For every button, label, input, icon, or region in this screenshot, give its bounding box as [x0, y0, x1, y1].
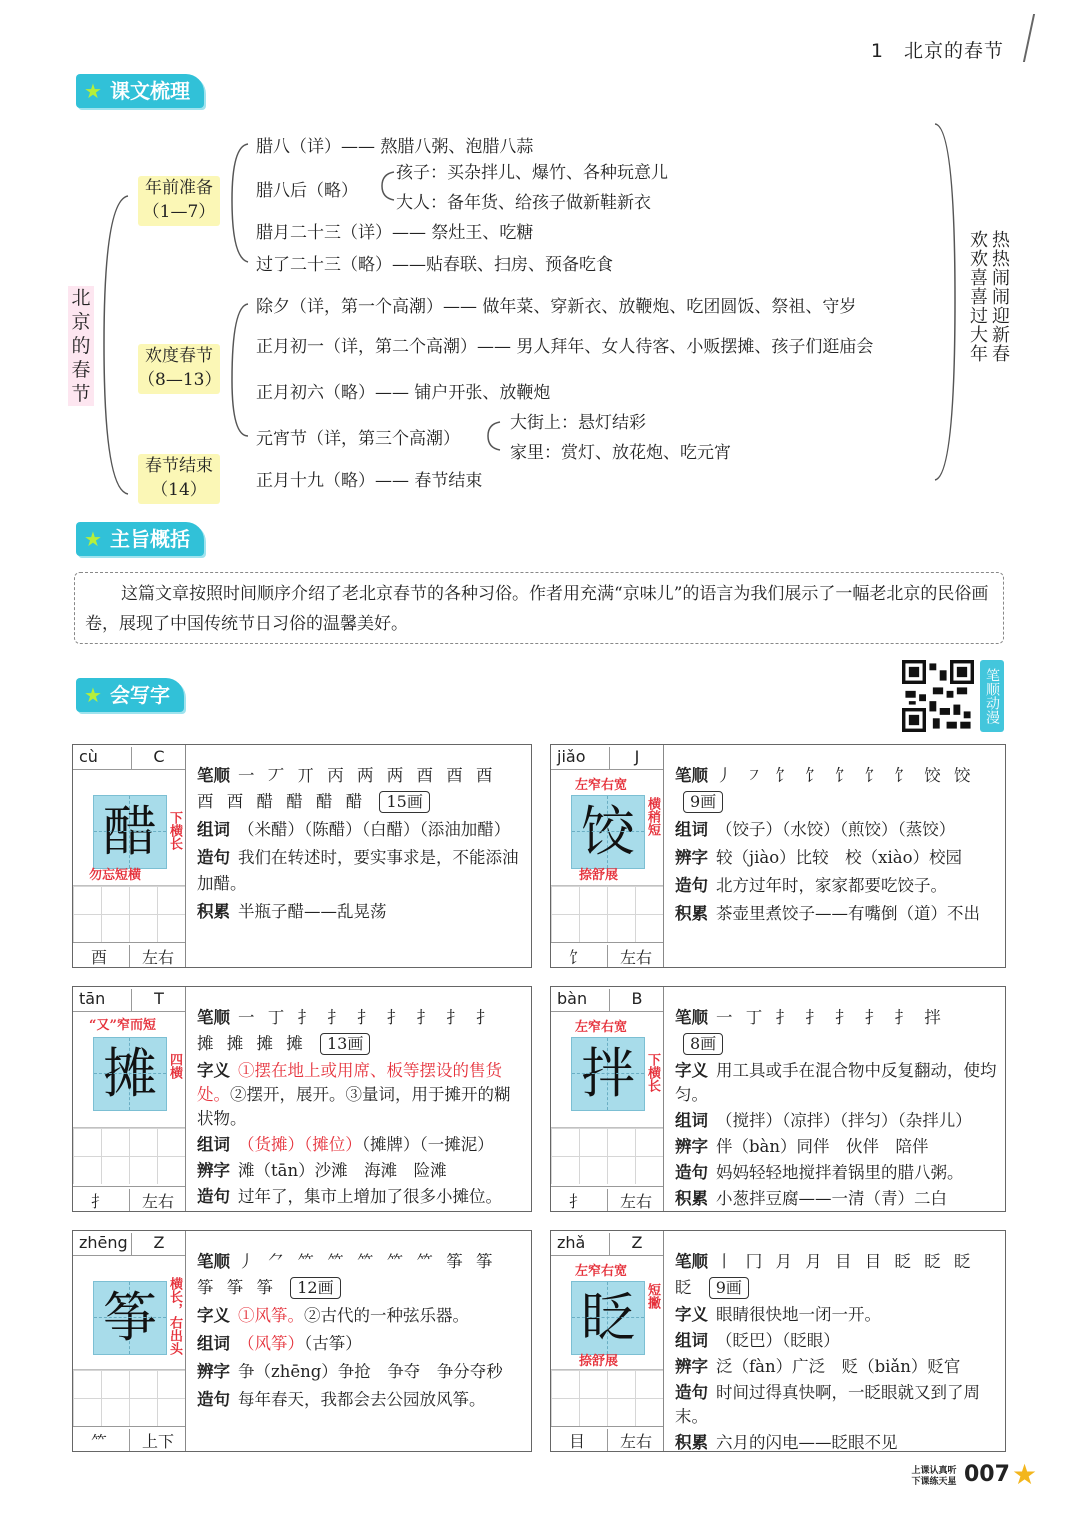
summary-box	[74, 572, 1004, 644]
star-icon: ★	[84, 527, 102, 551]
character: 摊	[103, 1042, 157, 1105]
stroke-order: 丿 ⺈ ⺮ ⺮ ⺮ ⺮ ⺮ 筝 筝 筝 筝 筝	[197, 1252, 497, 1297]
outline-item: 过了二十三（略）——贴春联、扫房、预备吃食	[256, 255, 613, 275]
writing-tip: 左窄右宽	[575, 778, 628, 793]
pinyin: zhēng	[79, 1233, 128, 1252]
section-banner-write	[76, 678, 184, 712]
sentence: 每年春天，我都会去公园放风筝。	[238, 1390, 486, 1409]
label-meaning: 字义	[197, 1306, 230, 1325]
outline-item: 正月初六（略）—— 铺户开张、放鞭炮	[256, 383, 551, 403]
radical: 目	[569, 1432, 586, 1451]
writing-tip: 捺舒展	[579, 868, 619, 883]
label-order: 笔顺	[675, 766, 708, 785]
pinyin: jiǎo	[557, 747, 586, 766]
sentence: 妈妈轻轻地搅拌着锅里的腊八粥。	[716, 1163, 964, 1182]
practice-grid[interactable]	[73, 1127, 185, 1184]
radical: 酉	[91, 948, 108, 967]
index-letter: Z	[131, 1233, 186, 1255]
writing-tip: 四横	[167, 1053, 182, 1079]
structure: 左右	[129, 1189, 186, 1211]
outline-conclusion-2: 热热闹闹迎新春	[989, 230, 1010, 363]
group1-brace	[232, 144, 248, 262]
char-grid	[571, 1281, 645, 1355]
index-letter: J	[609, 747, 664, 769]
char-left-panel	[73, 745, 186, 967]
section-title: 课文梳理	[110, 79, 190, 103]
label-sentence: 造句	[675, 1163, 708, 1182]
distinguish: 较（jiào）比较 校（xiào）校园	[716, 848, 963, 867]
stroke-order: 一 丁 扌 扌 扌 扌 扌 扌 扌 摊 摊 摊 摊	[197, 1008, 497, 1053]
char-card-tan	[72, 986, 532, 1212]
char-grid	[93, 1281, 167, 1355]
char-grid	[571, 795, 645, 869]
outline-subitem: 孩子：买杂拌儿、爆竹、各种玩意儿	[396, 163, 668, 183]
outline-subitem: 大街上：悬灯结彩	[510, 413, 646, 433]
stroke-order: 一 丁 扌 扌 扌 扌 扌 拌	[716, 1008, 945, 1027]
label-sentence: 造句	[197, 1187, 230, 1206]
stroke-count: 15画	[379, 791, 429, 813]
index-letter: T	[131, 989, 186, 1011]
label-distinguish: 辨字	[675, 1137, 708, 1156]
qr-code-icon[interactable]	[902, 660, 974, 732]
index-letter: B	[609, 989, 664, 1011]
label-accum: 积累	[675, 1433, 708, 1452]
index-letter: C	[131, 747, 186, 769]
sentence: 过年了，集市上增加了很多小摊位。	[238, 1187, 502, 1206]
writing-tip: 左窄右宽	[575, 1264, 628, 1279]
mascot-star-icon: ★	[1012, 1458, 1038, 1491]
words: （眨巴）（眨眼）	[716, 1331, 840, 1350]
char-info	[197, 1005, 523, 1211]
char-info	[675, 763, 997, 929]
group-title: 年前准备	[145, 178, 213, 198]
pinyin: cù	[79, 747, 98, 766]
page-number: 007	[964, 1462, 1010, 1487]
accumulation: 六月的闪电——眨眼不见	[716, 1433, 898, 1452]
outline-subitem: 大人：备年货、给孩子做新鞋新衣	[396, 193, 651, 213]
distinguish: 争（zhēng）争抢 争夺 争分夺秒	[238, 1362, 503, 1381]
chapter-title: 1 北京的春节	[870, 40, 1004, 62]
label-distinguish: 辨字	[197, 1362, 230, 1381]
meaning-highlight: ①摆在地上或用席、板等摆设的售货处。	[197, 1061, 502, 1104]
writing-tip: 捺舒展	[579, 1354, 619, 1369]
root-brace	[104, 196, 128, 494]
writing-tip: 下横长	[167, 811, 182, 850]
outline-item: 除夕（详，第一个高潮）—— 做年菜、穿新衣、放鞭炮、吃团圆饭、祭祖、守岁	[256, 297, 857, 317]
label-meaning: 字义	[197, 1061, 230, 1080]
footer-slogan: 上课认真听 下课练天星	[911, 1466, 957, 1487]
section-title: 主旨概括	[110, 527, 190, 551]
writing-tip: 左窄右宽	[575, 1020, 628, 1035]
stroke-order: 丿 ㇇ 饣 饣 饣 饣 饣 饺 饺	[716, 766, 975, 785]
char-info	[675, 1005, 997, 1213]
outline-root: 北京的春节	[68, 286, 94, 406]
label-words: 组词	[675, 1111, 708, 1130]
char-grid	[93, 795, 167, 869]
char-card-zheng	[72, 1230, 532, 1452]
label-order: 笔顺	[197, 766, 230, 785]
group-range: （8—13）	[138, 370, 222, 390]
character: 醋	[103, 800, 157, 863]
label-accum: 积累	[197, 902, 230, 921]
label-order: 笔顺	[197, 1008, 230, 1027]
laba-sub-brace	[382, 172, 394, 200]
distinguish: 滩（tān）沙滩 海滩 险滩	[238, 1161, 447, 1180]
label-words: 组词	[197, 1135, 230, 1154]
label-order: 笔顺	[675, 1252, 708, 1271]
writing-tip: 横稍短	[645, 797, 660, 836]
stroke-count: 9画	[683, 791, 723, 813]
sentence: 时间过得真快啊，一眨眼就又到了周末。	[675, 1383, 980, 1426]
writing-tip: “又”窄而短	[89, 1018, 156, 1033]
conclusion-brace	[935, 124, 955, 480]
accumulation: 小葱拌豆腐——一清（青）二白	[716, 1189, 947, 1208]
char-card-zha	[550, 1230, 1006, 1452]
outline-item: 元宵节（详，第三个高潮）	[256, 429, 460, 449]
meaning: 用工具或手在混合物中反复翻动，使均匀。	[675, 1061, 997, 1104]
char-grid	[93, 1037, 167, 1111]
stroke-count: 12画	[290, 1277, 340, 1299]
distinguish: 泛（fàn）广泛 贬（biǎn）贬官	[716, 1357, 961, 1376]
meaning-highlight: ①风筝。	[238, 1306, 304, 1325]
label-sentence: 造句	[197, 848, 230, 867]
pinyin: bàn	[557, 989, 588, 1008]
qr-label: 笔顺动漫	[980, 660, 1004, 732]
char-card-ban	[550, 986, 1006, 1212]
structure: 左右	[607, 1189, 664, 1211]
words: （摊牌）（一摊泥）	[361, 1135, 494, 1154]
outline-item: 腊八后（略）	[256, 181, 358, 201]
group-title: 欢度春节	[145, 346, 213, 366]
character: 筝	[103, 1286, 157, 1349]
section-title: 会写字	[110, 683, 170, 707]
section-banner-theme	[76, 522, 204, 556]
sentence: 北方过年时，家家都要吃饺子。	[716, 876, 947, 895]
sentence: 我们在转述时，要实事求是，不能添油加醋。	[197, 848, 519, 893]
outline-group-2	[138, 344, 220, 394]
label-distinguish: 辨字	[675, 848, 708, 867]
writing-tip: 横长，右出头	[167, 1277, 182, 1355]
label-sentence: 造句	[675, 1383, 708, 1402]
label-distinguish: 辨字	[197, 1161, 230, 1180]
stroke-count: 9画	[709, 1277, 749, 1299]
practice-grid[interactable]	[551, 1369, 663, 1426]
stroke-count: 8画	[683, 1033, 723, 1055]
star-icon: ★	[84, 79, 102, 103]
pinyin: tān	[79, 989, 106, 1008]
label-words: 组词	[197, 1334, 230, 1353]
structure: 上下	[129, 1429, 186, 1451]
outline-group-3	[138, 454, 220, 504]
label-distinguish: 辨字	[675, 1357, 708, 1376]
meaning: 眼睛很快地一闭一开。	[716, 1305, 881, 1324]
label-accum: 积累	[675, 904, 708, 923]
outline-item: 正月十九（略）—— 春节结束	[256, 471, 483, 491]
outline-group-1	[138, 176, 220, 226]
practice-grid[interactable]	[73, 1369, 185, 1426]
label-meaning: 字义	[675, 1061, 708, 1080]
label-accum: 积累	[675, 1189, 708, 1208]
char-info	[675, 1249, 997, 1457]
accumulation: 茶壶里煮饺子——有嘴倒（道）不出	[716, 904, 980, 923]
radical: ⺮	[91, 1432, 108, 1451]
structure: 左右	[129, 945, 186, 967]
char-info	[197, 763, 523, 927]
outline-item: 腊八（详）—— 熬腊八粥、泡腊八蒜	[256, 137, 534, 157]
words: （古筝）	[304, 1334, 362, 1353]
label-words: 组词	[675, 1331, 708, 1350]
char-card-jiao	[550, 744, 1006, 968]
label-words: 组词	[197, 820, 230, 839]
group2-brace	[232, 304, 248, 436]
group-range: （1—7）	[142, 202, 216, 222]
words: （饺子）（水饺）（煎饺）（蒸饺）	[716, 820, 956, 839]
writing-tip: 下横长	[645, 1053, 660, 1092]
practice-grid[interactable]	[73, 885, 185, 942]
distinguish: 伴（bàn）同伴 伙伴 陪伴	[716, 1137, 929, 1156]
writing-tip: 短撇	[645, 1283, 660, 1309]
words: （米醋）（陈醋）（白醋）（添油加醋）	[238, 820, 511, 839]
char-info	[197, 1249, 523, 1415]
label-words: 组词	[675, 820, 708, 839]
char-grid	[571, 1037, 645, 1111]
label-order: 笔顺	[197, 1252, 230, 1271]
stroke-order: 丨 冂 月 月 目 目 眨 眨 眨 眨	[675, 1252, 975, 1297]
radical: 扌	[91, 1192, 108, 1211]
stroke-count: 13画	[320, 1033, 370, 1055]
character: 眨	[581, 1286, 635, 1349]
words: （搅拌）（凉拌）（拌匀）（杂拌儿）	[716, 1111, 972, 1130]
radical: 饣	[569, 948, 586, 967]
practice-grid[interactable]	[551, 1127, 663, 1184]
label-sentence: 造句	[197, 1390, 230, 1409]
outline-conclusion-1: 欢欢喜喜过大年	[967, 230, 988, 363]
character: 饺	[581, 800, 635, 863]
label-meaning: 字义	[675, 1305, 708, 1324]
label-sentence: 造句	[675, 876, 708, 895]
character: 拌	[581, 1042, 635, 1105]
stroke-order: 一 丆 丌 丙 两 两 酉 酉 酉 酉 酉 醋 醋 醋 醋	[197, 766, 497, 811]
meaning: ②摆开，展开。③量词，用于摊开的糊状物。	[197, 1085, 511, 1128]
star-icon: ★	[84, 683, 102, 707]
char-card-cu	[72, 744, 532, 968]
outline-item: 正月初一（详，第二个高潮）—— 男人拜年、女人待客、小贩摆摊、孩子们逛庙会	[256, 337, 874, 357]
words-highlight: （风筝）	[238, 1334, 304, 1353]
radical: 扌	[569, 1192, 586, 1211]
accumulation: 半瓶子醋——乱晃荡	[238, 902, 387, 921]
group-range: （14）	[151, 480, 207, 500]
practice-grid[interactable]	[551, 885, 663, 942]
writing-tip: 勿忘短横	[89, 868, 142, 883]
pinyin: zhǎ	[557, 1233, 586, 1252]
meaning: ②古代的一种弦乐器。	[304, 1306, 469, 1325]
structure: 左右	[607, 1429, 664, 1451]
yuanxiao-sub-brace	[488, 422, 500, 450]
group-title: 春节结束	[145, 456, 213, 476]
outline-subitem: 家里：赏灯、放花炮、吃元宵	[510, 443, 731, 463]
label-order: 笔顺	[675, 1008, 708, 1027]
words-highlight: （货摊）（摊位）	[238, 1135, 362, 1154]
outline-item: 腊月二十三（详）—— 祭灶王、吃糖	[256, 223, 534, 243]
structure: 左右	[607, 945, 664, 967]
summary-text: 这篇文章按照时间顺序介绍了老北京春节的各种习俗。作者用充满“京味儿”的语言为我们展示了一幅老北京的民俗画卷，展现了中国传统节日习俗的温馨美好。	[85, 584, 989, 634]
index-letter: Z	[609, 1233, 664, 1255]
